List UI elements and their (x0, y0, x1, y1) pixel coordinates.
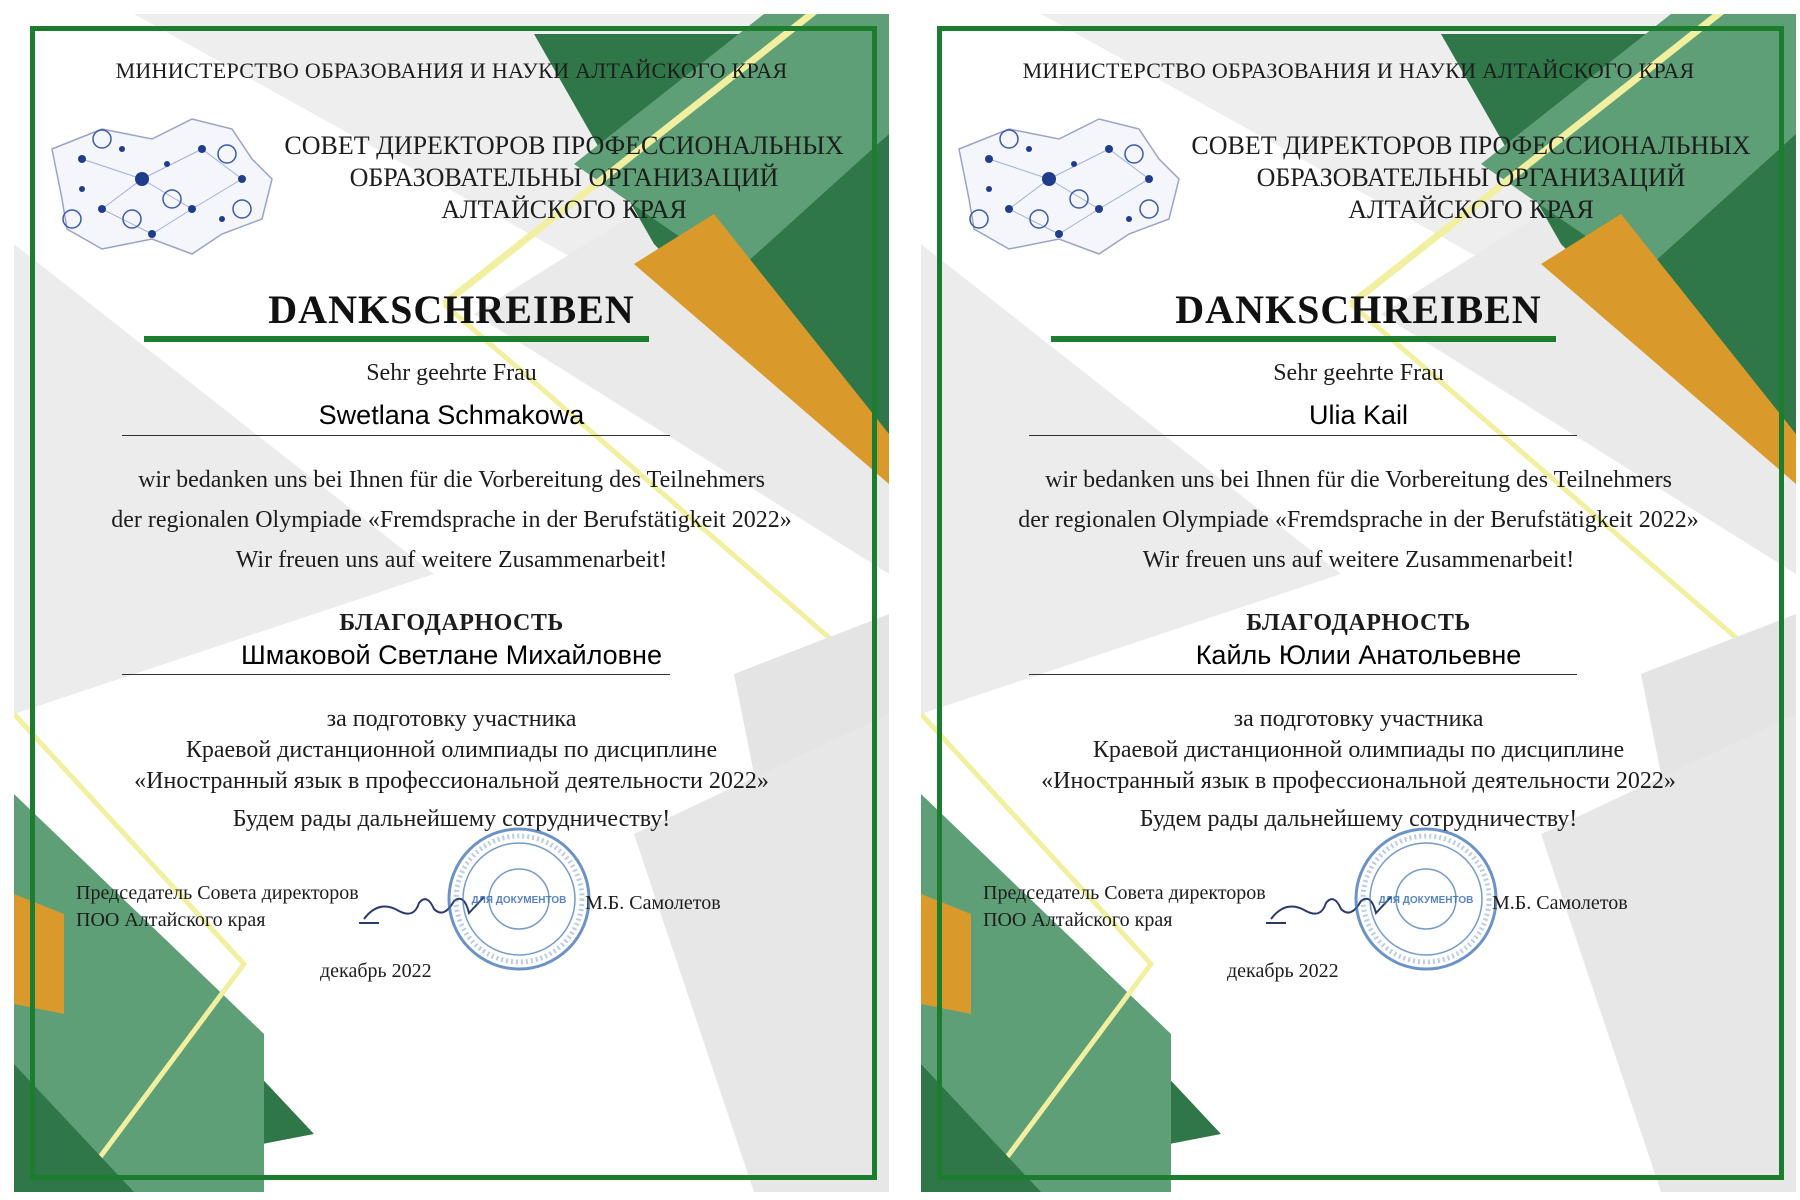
ministry-header: МИНИСТЕРСТВО ОБРАЗОВАНИЯ И НАУКИ АЛТАЙСКОГО КРАЯ (115, 58, 788, 83)
text-ru-line: за подготовку участника (1233, 706, 1484, 732)
chair-line: Председатель Совета директоров (76, 882, 359, 904)
text-ru-line: «Иностранный язык в профессиональной деятельности 2022» (134, 768, 769, 794)
name-underline (1029, 435, 1577, 436)
official-stamp (444, 824, 594, 974)
council-line: СОВЕТ ДИРЕКТОРОВ ПРОФЕССИОНАЛЬНЫХ (284, 131, 844, 160)
fio-underline (122, 674, 670, 675)
text-ru-line: Краевой дистанционной олимпиады по дисциплине (185, 737, 718, 763)
text-de-line: der regionalen Olympiade «Fremdsprache in der Berufstätigkeit 2022» (1018, 507, 1699, 533)
certificate-left (14, 14, 889, 1192)
chair-line: ПОО Алтайского края (76, 909, 266, 931)
document-heading: DANKSCHREIBEN (1175, 287, 1542, 332)
salutation: Sehr geehrte Frau (1273, 360, 1444, 386)
text-de-line: wir bedanken uns bei Ihnen für die Vorbereitung des Teilnehmers (1045, 467, 1672, 493)
council-line: ОБРАЗОВАТЕЛЬНЫ ОРГАНИЗАЦИЙ (1256, 163, 1686, 192)
altai-map-logo (42, 109, 282, 259)
official-stamp (1351, 824, 1501, 974)
heading-underline (144, 336, 649, 342)
recipient-name-ru: Кайль Юлии Анатольевне (1195, 640, 1522, 670)
document-heading: DANKSCHREIBEN (268, 287, 635, 332)
text-de-line: Wir freuen uns auf weitere Zusammenarbeit! (235, 547, 668, 573)
council-title (1176, 130, 1766, 226)
council-line: АЛТАЙСКОГО КРАЯ (1348, 195, 1594, 224)
text-de-line: wir bedanken uns bei Ihnen für die Vorbereitung des Teilnehmers (138, 467, 765, 493)
chair-line: ПОО Алтайского края (983, 909, 1173, 931)
issue-date: декабрь 2022 (1227, 960, 1339, 982)
stamp-center-text: ДЛЯ ДОКУМЕНТОВ (1378, 895, 1474, 906)
salutation: Sehr geehrte Frau (366, 360, 537, 386)
cooperation-text: Будем рады дальнейшему сотрудничеству! (1139, 806, 1578, 832)
recipient-name-de: Swetlana Schmakowa (318, 400, 585, 430)
name-underline (122, 435, 670, 436)
altai-map-logo (949, 109, 1189, 259)
recipient-name-de: Ulia Kail (1308, 400, 1409, 430)
signer-name: М.Б. Самолетов (585, 892, 721, 914)
recipient-name-ru: Шмаковой Светлане Михайловне (241, 640, 662, 670)
text-ru-line: «Иностранный язык в профессиональной деятельности 2022» (1041, 768, 1676, 794)
chair-line: Председатель Совета директоров (983, 882, 1266, 904)
text-ru-line: за подготовку участника (326, 706, 577, 732)
chair-title (76, 880, 359, 934)
council-title (269, 130, 859, 226)
thanks-heading-ru: БЛАГОДАРНОСТЬ (339, 610, 564, 636)
text-de-line: der regionalen Olympiade «Fremdsprache in der Berufstätigkeit 2022» (111, 507, 792, 533)
council-line: СОВЕТ ДИРЕКТОРОВ ПРОФЕССИОНАЛЬНЫХ (1191, 131, 1751, 160)
fio-underline (1029, 674, 1577, 675)
issue-date: декабрь 2022 (320, 960, 432, 982)
text-ru-line: Краевой дистанционной олимпиады по дисциплине (1092, 737, 1625, 763)
signer-name: М.Б. Самолетов (1492, 892, 1628, 914)
certificate-right (921, 14, 1796, 1192)
council-line: АЛТАЙСКОГО КРАЯ (441, 195, 687, 224)
cooperation-text: Будем рады дальнейшему сотрудничеству! (232, 806, 671, 832)
thanks-heading-ru: БЛАГОДАРНОСТЬ (1246, 610, 1471, 636)
heading-underline (1051, 336, 1556, 342)
text-de-line: Wir freuen uns auf weitere Zusammenarbeit! (1142, 547, 1575, 573)
chair-title (983, 880, 1266, 934)
council-line: ОБРАЗОВАТЕЛЬНЫ ОРГАНИЗАЦИЙ (349, 163, 779, 192)
ministry-header: МИНИСТЕРСТВО ОБРАЗОВАНИЯ И НАУКИ АЛТАЙСКОГО КРАЯ (1022, 58, 1695, 83)
stamp-center-text: ДЛЯ ДОКУМЕНТОВ (471, 895, 567, 906)
